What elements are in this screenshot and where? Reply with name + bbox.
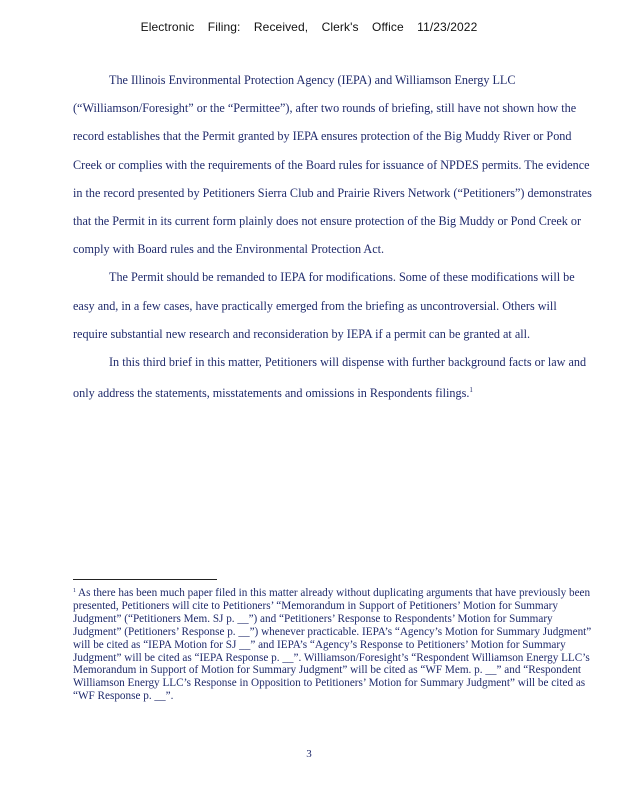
body-text <box>73 66 593 407</box>
page-number: 3 <box>306 748 312 760</box>
footnote <box>73 585 598 703</box>
footnote-text: As there has been much paper filed in this matter already without duplicating arguments that have previously been presented, Petitioners will cite to Petitioners’ “Memorandum in Support of Petitioners’ Motion for Summary Judgment” (“Petitioners Mem. SJ p. __”) and “Petitioners’ Response to Respondents’ Motion for Summary Judgment” (Petitioners’ Response p. __”) whenever practicable. IEPA’s “Agency’s Motion for Summary Judgment” will be cited as “IEPA Motion for SJ __” and IEPA’s “Agency’s Response to Petitioners’ Motion for Summary Judgment” will be cited as “IEPA Response p. __”. Williamson/Foresight’s “Respondent Williamson Energy LLC’s Memorandum in Support of Motion for Summary Judgment” will be cited as “WF Mem. p. __” and “Respondent Williamson Energy LLC’s Response in Opposition to Petitioners’ Motion for Summary Judgment” will be cited as “WF Response p. __”. <box>73 587 592 703</box>
paragraph-3 <box>73 348 593 407</box>
filing-header: Electronic Filing: Received, Clerk's Office 11/23/2022 <box>140 20 478 34</box>
paragraph-2: The Permit should be remanded to IEPA for modifications. Some of these modifications will be easy and, in a few cases, have practically emerged from the briefing as uncontroversial. Others will require substantial new research and reconsideration by IEPA if a permit can be granted at all. <box>73 270 575 341</box>
paragraph-1: The Illinois Environmental Protection Agency (IEPA) and Williamson Energy LLC (“Williamson/Foresight” or the “Permittee”), after two rounds of briefing, still have not shown how the record establishes that the Permit granted by IEPA ensures protection of the Big Muddy River or Pond Creek or complies with the requirements of the Board rules for issuance of NPDES permits. The evidence in the record presented by Petitioners Sierra Club and Prairie Rivers Network (“Petitioners”) demonstrates that the Permit in its current form plainly does not ensure protection of the Big Muddy or Pond Creek or comply with Board rules and the Environmental Protection Act. <box>73 73 592 257</box>
footnote-separator <box>73 579 217 580</box>
footnote-reference[interactable]: 1 <box>469 386 473 395</box>
paragraph-3-text: In this third brief in this matter, Petitioners will dispense with further background facts or law and only address the statements, misstatements and omissions in Respondents filings. <box>73 355 587 401</box>
footnote-marker: 1 <box>73 588 76 594</box>
